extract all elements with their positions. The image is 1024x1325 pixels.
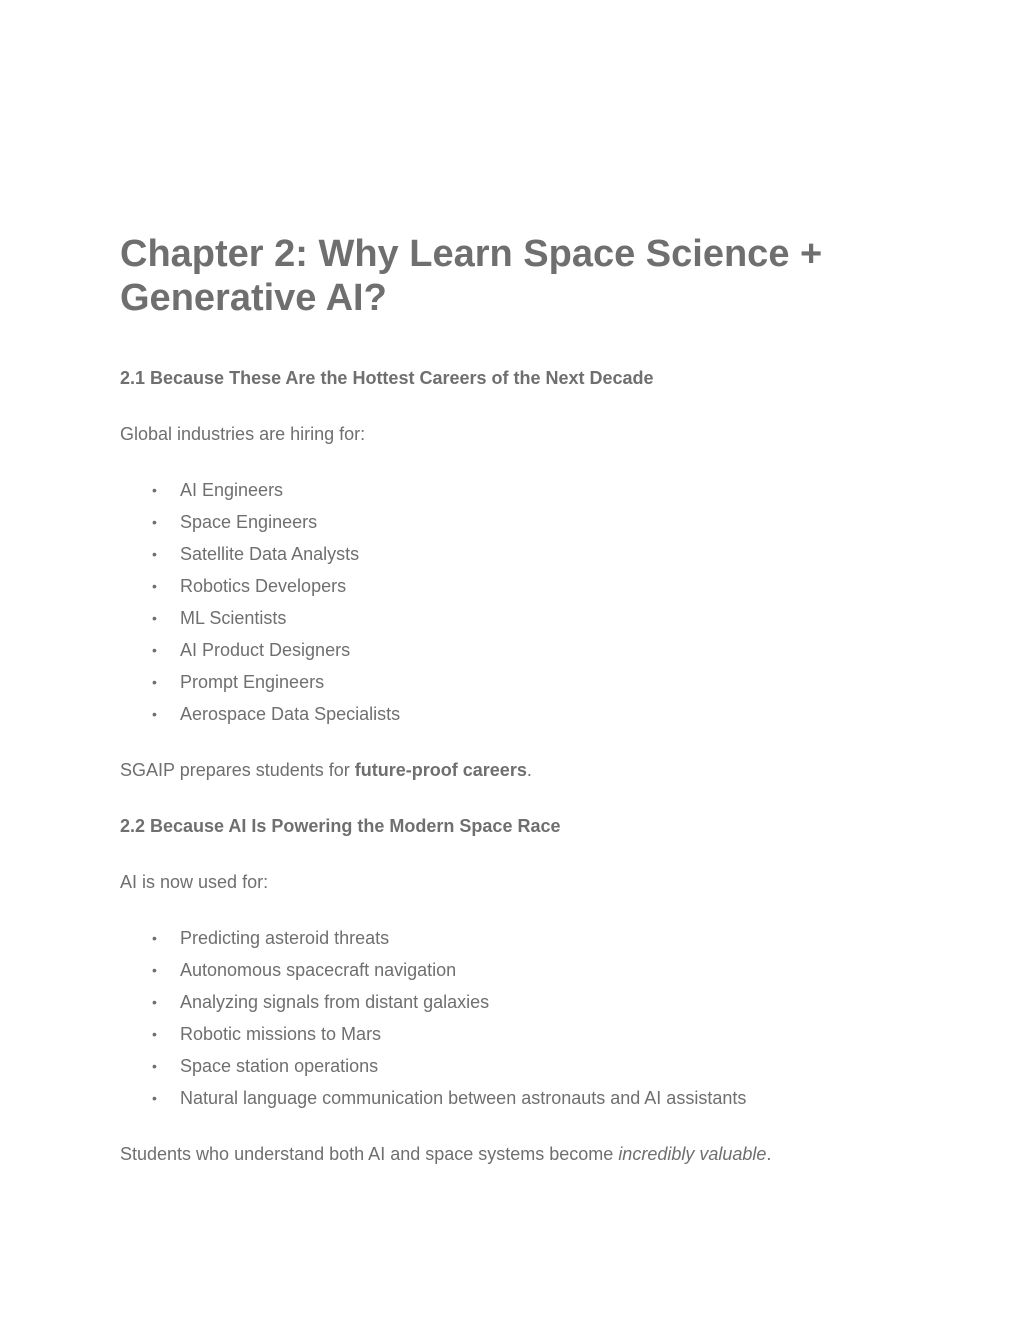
bullet-icon: • [152, 546, 157, 562]
bullet-icon: • [152, 1090, 157, 1106]
list-item: • Aerospace Data Specialists [152, 704, 401, 724]
bullet-icon: • [152, 482, 157, 498]
document-page [120, 232, 880, 1166]
list-item: • AI Engineers [152, 480, 284, 500]
bullet-icon: • [152, 578, 157, 594]
list-item: • Analyzing signals from distant galaxies [152, 992, 490, 1012]
section-1-closing: SGAIP prepares students for future-proof careers. [120, 760, 532, 780]
bullet-icon: • [152, 930, 157, 946]
emphasis-bold: future-proof careers [354, 760, 527, 780]
list-item: • Robotics Developers [152, 576, 347, 596]
bullet-icon: • [152, 994, 157, 1010]
list-item: • AI Product Designers [152, 640, 351, 660]
bullet-icon: • [152, 514, 157, 530]
bullet-icon: • [152, 962, 157, 978]
list-item: • Space station operations [152, 1056, 379, 1076]
list-item: • Natural language communication between astronauts and AI assistants [152, 1088, 747, 1108]
emphasis-italic: incredibly valuable [618, 1144, 767, 1164]
section-heading-2-2: 2.2 Because AI Is Powering the Modern Space Race [120, 816, 561, 836]
section-2-closing: Students who understand both AI and space systems become incredibly valuable. [120, 1144, 772, 1164]
list-item: • Satellite Data Analysts [152, 544, 360, 564]
section-2-intro: AI is now used for: [120, 872, 269, 892]
bullet-icon: • [152, 610, 157, 626]
bullet-icon: • [152, 642, 157, 658]
bullet-icon: • [152, 674, 157, 690]
careers-list [120, 478, 880, 734]
list-item: • Space Engineers [152, 512, 318, 532]
section-heading-2-1: 2.1 Because These Are the Hottest Careers of the Next Decade [120, 368, 654, 388]
list-item: • ML Scientists [152, 608, 287, 628]
bullet-icon: • [152, 706, 157, 722]
list-item: • Robotic missions to Mars [152, 1024, 382, 1044]
list-item: • Prompt Engineers [152, 672, 325, 692]
bullet-icon: • [152, 1026, 157, 1042]
list-item: • Predicting asteroid threats [152, 928, 390, 948]
section-1-intro: Global industries are hiring for: [120, 424, 366, 444]
list-item: • Autonomous spacecraft navigation [152, 960, 457, 980]
chapter-title: Chapter 2: Why Learn Space Science + Generative AI? [120, 233, 823, 319]
bullet-icon: • [152, 1058, 157, 1074]
ai-uses-list [120, 926, 880, 1118]
